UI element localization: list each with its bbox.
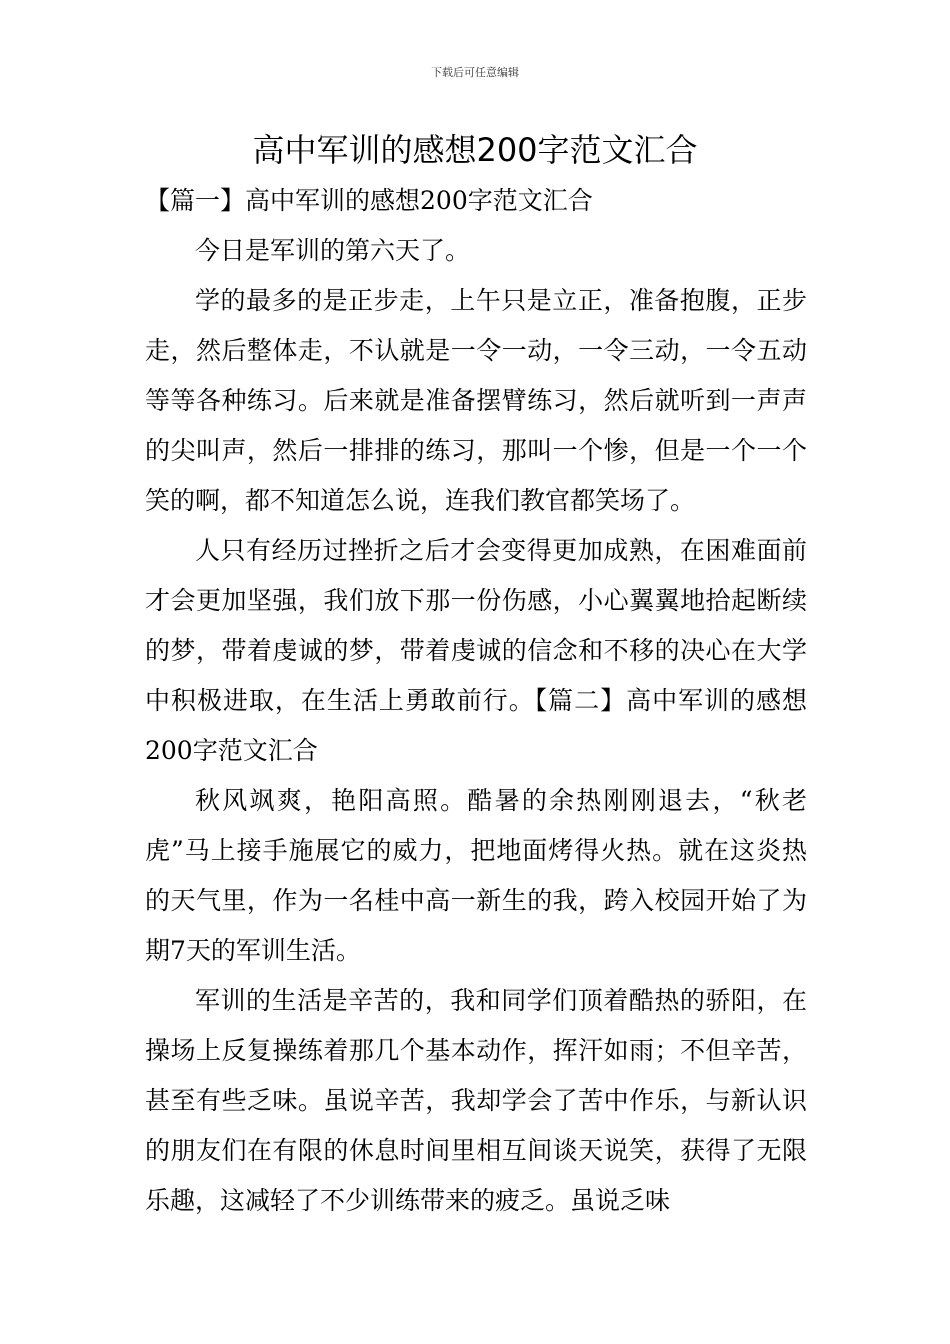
paragraph: 今日是军训的第六天了。 <box>195 236 471 265</box>
paragraph: 军训的生活是辛苦的，我和同学们顶着酷热的骄阳，在操场上反复操练着那几个基本动作，挥汗如雨；不但辛苦，甚至有些乏味。虽说辛苦，我却学会了苦中作乐，与新认识的朋友们在有限的休息时间里相互间谈天说笑，获得了无限乐趣，这减轻了不少训练带来的疲乏。虽说乏味 <box>145 986 807 1215</box>
section-heading: 【篇一】高中军训的感想200字范文汇合 <box>145 186 593 215</box>
paragraph: 秋风飒爽，艳阳高照。酷暑的余热刚刚退去，“秋老虎”马上接手施展它的威力，把地面烤得火热。就在这炎热的天气里，作为一名桂中高一新生的我，跨入校园开始了为期7天的军训生活。 <box>145 786 807 965</box>
paragraph: 人只有经历过挫折之后才会变得更加成熟，在困难面前才会更加坚强，我们放下那一份伤感，小心翼翼地拾起断续的梦，带着虔诚的梦，带着虔诚的信念和不移的决心在大学中积极进取，在生活上勇敢前行。【篇二】高中军训的感想200字范文汇合 <box>145 536 807 765</box>
header-note: 下载后可任意编辑 <box>431 66 519 79</box>
document-body <box>145 176 807 1226</box>
document-title: 高中军训的感想200字范文汇合 <box>252 131 698 169</box>
paragraph: 学的最多的是正步走，上午只是立正，准备抱腹，正步走，然后整体走，不认就是一令一动，一令三动，一令五动等等各种练习。后来就是准备摆臂练习，然后就听到一声声的尖叫声，然后一排排的练习，那叫一个惨，但是一个一个笑的啊，都不知道怎么说，连我们教官都笑场了。 <box>145 286 807 515</box>
